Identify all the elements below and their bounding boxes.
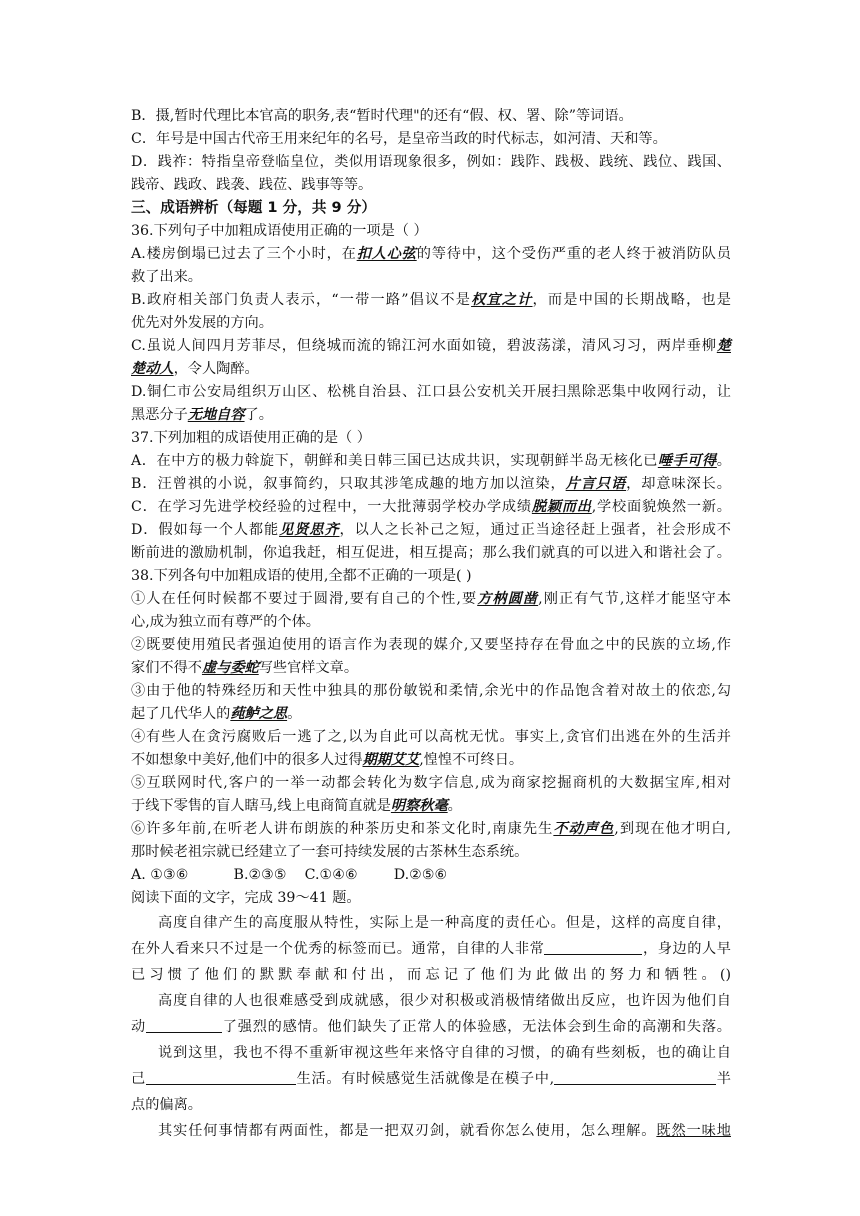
passage-p1-line-1: 高度自律产生的高度服从特性，实际上是一种高度的责任心。但是，这样的高度自律， <box>158 915 731 931</box>
q37-option-b: B．汪曾祺的小说，叙事简约，只取其涉笔成趣的地方加以渲染，片言只语，却意味深长。 <box>131 476 731 492</box>
passage-p2-line-4: 己 生活。有时候感觉生活就像是在模子中, 半 <box>131 1071 731 1087</box>
passage-p2-line-2: 动 了强烈的感情。他们缺失了正常人的体验感，无法体会到生命的高潮和失落。 <box>131 1019 731 1035</box>
q36-stem: 36.下列句子中加粗成语使用正确的一项是（ ） <box>131 223 428 239</box>
q37-option-a: A．在中方的极力斡旋下，朝鲜和美日韩三国已达成共识，实现朝鲜半岛无核化已唾手可得。 <box>131 453 731 469</box>
q36-option-d-line-1: D.铜仁市公安局组织万山区、松桃自治县、江口县公安机关开展扫黑除恶集中收网行动，让 <box>131 384 731 400</box>
q37-option-d-line-2: 断前进的激励机制，你追我赶，相互促进，相互提高；那么我们就真的可以进入和谐社会了。 <box>131 545 731 561</box>
idiom-highlight: 扣人心弦 <box>356 246 417 262</box>
underlined-phrase: 既然一味地 <box>656 1123 731 1139</box>
q38-sentence-2-line-1: ②既要使用殖民者强迫使用的语言作为表现的媒介,又要坚持存在骨血之中的民族的立场,作 <box>131 637 731 653</box>
idiom-highlight: 权宜之计 <box>471 292 533 308</box>
q38-sentence-4-line-2: 不如想象中美好,他们中的很多人过得期期艾艾,惶惶不可终日。 <box>131 752 524 768</box>
passage-p3-line-1: 其实任何事情都有两面性，都是一把双刃剑，就看你怎么使用，怎么理解。既然一味地 <box>158 1123 731 1139</box>
q38-stem: 38.下列各句中加粗成语的使用,全都不正确的一项是( ) <box>131 568 472 584</box>
passage-p2-line-5: 点的偏离。 <box>131 1097 202 1113</box>
idiom-highlight: 明察秋毫 <box>390 798 448 814</box>
q38-sentence-4-line-1: ④有些人在贪污腐败后一逃了之,以为自此可以高枕无忧。事实上,贪官们出逃在外的生活并 <box>131 729 731 745</box>
q38-sentence-6-line-1: ⑥许多年前,在听老人讲布朗族的种茶历史和茶文化时,南康先生不动声色,到现在他才明白, <box>131 821 731 837</box>
q36-option-b-line-1: B.政府相关部门负责人表示，“一带一路”倡议不是权宜之计，而是中国的长期战略，也是 <box>131 292 731 308</box>
idiom-highlight: 片言只语 <box>565 476 627 492</box>
passage-p1-line-2: 在外人看来只不过是一个优秀的标签而已。通常，自律的人非常 ，身边的人早 <box>131 941 731 957</box>
option-c-line: C．年号是中国古代帝王用来纪年的名号，是皇帝当政的时代标志，如河清、天和等。 <box>131 131 667 147</box>
idiom-highlight: 莼鲈之思 <box>230 706 288 722</box>
idiom-highlight: 脱颖而出 <box>531 499 592 515</box>
idiom-highlight: 期期艾艾 <box>362 752 420 768</box>
fill-blank-2 <box>146 1018 222 1033</box>
q38-answer-options: A. ①③⑥ B.②③⑤ C.①④⑥ D.②⑤⑥ <box>131 867 448 883</box>
q36-option-c-line-2: 楚动人，令人陶醉。 <box>131 361 259 377</box>
reading-intro: 阅读下面的文字，完成 39～41 题。 <box>131 890 361 906</box>
idiom-highlight: 唾手可得 <box>657 453 717 469</box>
q36-option-a-line-1: A.楼房倒塌已过去了三个小时，在扣人心弦的等待中，这个受伤严重的老人终于被消防队员 <box>131 246 731 262</box>
q36-option-a-line-2: 救了出来。 <box>131 269 202 285</box>
option-d-line-1: D．践祚：特指皇帝登临皇位，类似用语现象很多，例如：践阼、践极、践统、践位、践国、 <box>131 154 731 170</box>
fill-blank-1 <box>544 940 642 955</box>
passage-p1-line-3: 已习惯了他们的默默奉献和付出，而忘记了他们为此做出的努力和牺牲。() <box>131 967 731 983</box>
option-d-line-2: 践帝、践政、践袭、践莅、践事等等。 <box>131 177 373 193</box>
q38-sentence-2-line-2: 家们不得不虚与委蛇写些官样文章。 <box>131 660 359 676</box>
q36-option-d-line-2: 黑恶分子无地自容了。 <box>131 407 273 423</box>
idiom-highlight: 不动声色 <box>553 821 615 837</box>
idiom-highlight: 见贤思齐 <box>279 522 340 538</box>
idiom-highlight: 虚与委蛇 <box>201 660 259 676</box>
q38-sentence-1-line-1: ①人在任何时候都不要过于圆滑,要有自己的个性,要方枘圆凿,刚正有气节,这样才能坚守本 <box>131 591 731 607</box>
q38-sentence-5-line-1: ⑤互联网时代,客户的一举一动都会转化为数字信息,成为商家挖掘商机的大数据宝库,相对 <box>131 775 731 791</box>
q37-option-d-line-1: D．假如每一个人都能见贤思齐，以人之长补己之短，通过正当途径赶上强者，社会形成不 <box>131 522 731 538</box>
idiom-highlight: 无地自容 <box>187 407 245 423</box>
q37-stem: 37.下列加粗的成语使用正确的是（ ） <box>131 430 371 446</box>
passage-p2-line-3: 说到这里，我也不得不重新审视这些年来恪守自律的习惯，的确有些刻板，也的确让自 <box>158 1045 731 1061</box>
passage-p2-line-1: 高度自律的人也很难感受到成就感，很少对积极或消极情绪做出反应，也许因为他们自 <box>158 993 731 1009</box>
q38-sentence-1-line-2: 心,成为独立而有尊严的个体。 <box>131 614 320 630</box>
q38-sentence-3-line-2: 起了几代华人的莼鲈之思。 <box>131 706 302 722</box>
fill-blank-3 <box>146 1070 296 1085</box>
q38-sentence-6-line-2: 那时候老祖宗就已经建立了一套可持续发展的古茶林生态系统。 <box>131 844 529 860</box>
fill-blank-4 <box>554 1070 716 1085</box>
idiom-highlight: 楚 <box>716 338 731 354</box>
idiom-highlight: 方枘圆凿 <box>477 591 539 607</box>
q37-option-c: C．在学习先进学校经验的过程中，一大批薄弱学校办学成绩脱颖而出,学校面貌焕然一新。 <box>131 499 731 515</box>
section-heading: 三、成语辨析（每题 1 分，共 9 分） <box>131 199 376 216</box>
idiom-highlight: 楚动人 <box>131 361 174 377</box>
q38-sentence-5-line-2: 于线下零售的盲人瞎马,线上电商简直就是明察秋毫。 <box>131 798 462 814</box>
q36-option-c-line-1: C.虽说人间四月芳菲尽，但绕城而流的锦江河水面如镜，碧波荡漾，清风习习，两岸垂柳楚 <box>131 338 731 354</box>
q38-sentence-3-line-1: ③由于他的特殊经历和天性中独具的那份敏锐和柔情,余光中的作品饱含着对故土的依恋,勾 <box>131 683 731 699</box>
q36-option-b-line-2: 优先对外发展的方向。 <box>131 315 273 331</box>
option-b-line: B．摄,暂时代理比本官高的职务,表“暂时代理"的还有“假、权、署、除”等词语。 <box>131 108 633 124</box>
